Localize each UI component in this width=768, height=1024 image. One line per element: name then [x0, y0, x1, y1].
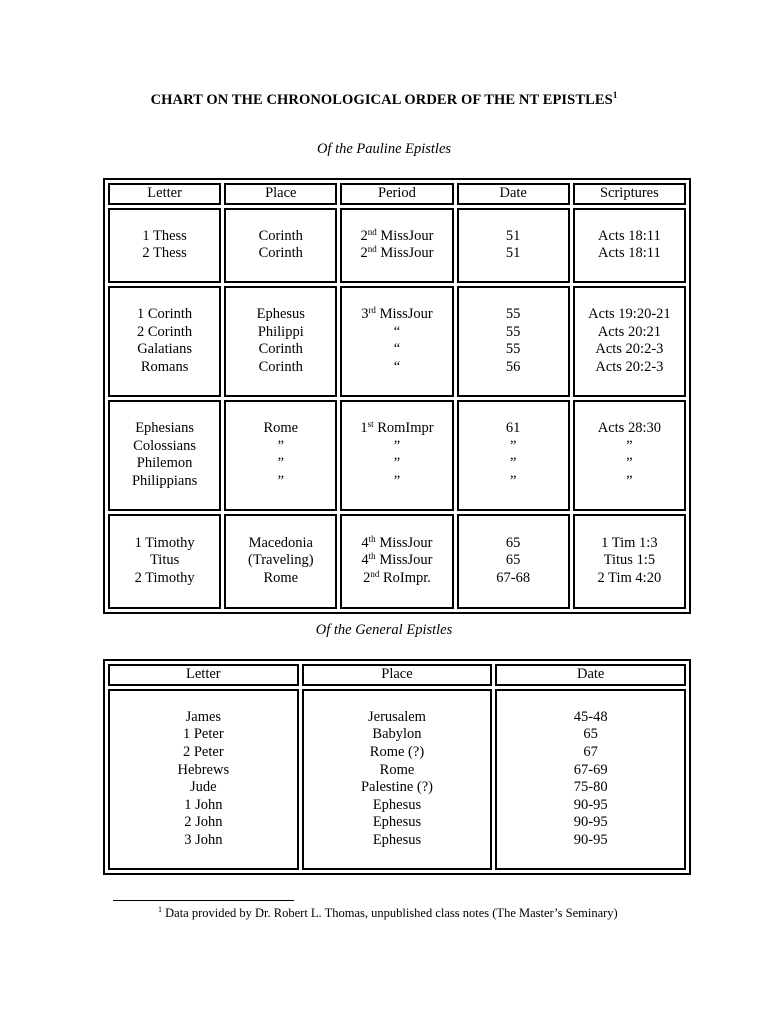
- place-line: Corinth: [258, 358, 303, 375]
- period-line: [342, 438, 451, 456]
- place-line: ”: [277, 437, 284, 454]
- places-cell: [224, 286, 337, 397]
- date-line: 61: [505, 419, 521, 436]
- scriptures-cell: [573, 286, 686, 397]
- period-pre: ”: [393, 437, 401, 454]
- period-post: RoImpr.: [379, 569, 431, 586]
- periods-cell: [340, 286, 453, 397]
- period-post: MissJour: [375, 534, 433, 551]
- place-line: Babylon: [372, 726, 422, 743]
- letter-line: 1 Corinth: [137, 305, 193, 322]
- table-header-row: [108, 664, 686, 686]
- date-line: 65: [505, 534, 521, 551]
- period-pre: ”: [393, 455, 401, 472]
- place-line: ”: [277, 455, 284, 472]
- period-line: [342, 570, 451, 588]
- period-line: [342, 324, 451, 342]
- period-line: [342, 228, 451, 246]
- place-line: Rome: [263, 419, 299, 436]
- dates-cell: [457, 208, 570, 283]
- periods-cell: [340, 400, 453, 511]
- column-header-letter: Letter: [108, 183, 221, 205]
- place-line: Corinth: [258, 341, 303, 358]
- date-line: 90-95: [573, 814, 608, 831]
- letter-line: 1 Peter: [182, 726, 224, 743]
- place-line: Ephesus: [372, 796, 422, 813]
- period-line: [342, 420, 451, 438]
- column-header-scriptures: Scriptures: [573, 183, 686, 205]
- date-line: 45-48: [573, 708, 608, 725]
- date-line: 55: [505, 305, 521, 322]
- place-line: Rome (?): [369, 743, 425, 760]
- period-post: MissJour: [376, 227, 434, 244]
- dates-cell: [495, 689, 686, 870]
- column-header-period: Period: [340, 183, 453, 205]
- dates-cell: [457, 400, 570, 511]
- letter-line: 1 Timothy: [134, 534, 195, 551]
- place-line: Macedonia: [248, 534, 313, 551]
- letter-line: 3 John: [184, 831, 223, 848]
- letter-line: Jude: [190, 779, 217, 796]
- date-line: 65: [583, 726, 598, 743]
- period-pre: 1: [360, 419, 368, 436]
- period-pre: 4: [361, 534, 369, 551]
- general-epistles-table: [103, 659, 691, 875]
- period-pre: “: [393, 341, 401, 358]
- date-line: 55: [505, 341, 521, 358]
- column-header-letter: Letter: [108, 664, 299, 686]
- period-line: [342, 552, 451, 570]
- date-line: 75-80: [573, 779, 608, 796]
- footnote: [158, 906, 618, 921]
- period-line: [342, 245, 451, 263]
- place-line: Rome: [379, 761, 415, 778]
- pauline-heading: Of the Pauline Epistles: [316, 141, 452, 157]
- period-post: MissJour: [376, 245, 434, 262]
- places-cell: [224, 400, 337, 511]
- period-pre: 4: [361, 552, 369, 569]
- letter-line: Titus: [149, 552, 180, 569]
- dates-cell: [457, 514, 570, 609]
- table-row: [108, 286, 686, 397]
- period-line: [342, 455, 451, 473]
- scripture-line: 2 Tim 4:20: [597, 569, 662, 586]
- date-line: 90-95: [573, 796, 608, 813]
- table-row: [108, 514, 686, 609]
- letter-line: Galatians: [137, 341, 192, 358]
- periods-cell: [340, 514, 453, 609]
- place-line: Rome: [263, 569, 299, 586]
- scripture-line: Acts 18:11: [598, 227, 661, 244]
- place-line: Jerusalem: [367, 708, 426, 725]
- letter-line: Philippians: [131, 472, 198, 489]
- letter-line: 2 Corinth: [137, 323, 193, 340]
- footnote-text: Data provided by Dr. Robert L. Thomas, unpublished class notes (The Master’s Seminary): [165, 906, 618, 920]
- letter-line: 2 Timothy: [134, 569, 195, 586]
- period-sup: th: [368, 551, 376, 562]
- footnote-mark: 1: [158, 905, 162, 914]
- scripture-line: Acts 20:21: [597, 323, 661, 340]
- place-line: Ephesus: [372, 831, 422, 848]
- letter-line: Romans: [140, 358, 189, 375]
- column-header-place: Place: [302, 664, 493, 686]
- period-sup: nd: [367, 244, 377, 255]
- letter-line: 1 John: [184, 796, 223, 813]
- dates-cell: [457, 286, 570, 397]
- scripture-line: Acts 28:30: [597, 419, 661, 436]
- letter-line: 1 Thess: [142, 227, 187, 244]
- period-pre: 2: [363, 569, 371, 586]
- period-line: [342, 535, 451, 553]
- place-line: Corinth: [258, 245, 303, 262]
- period-sup: nd: [367, 226, 377, 237]
- date-line: 90-95: [573, 831, 608, 848]
- place-line: Palestine (?): [360, 779, 434, 796]
- scripture-line: 1 Tim 1:3: [601, 534, 658, 551]
- period-pre: “: [393, 358, 401, 375]
- scripture-line: Acts 20:2-3: [595, 341, 664, 358]
- table-header-row: [108, 183, 686, 205]
- letter-line: 2 John: [184, 814, 223, 831]
- period-post: MissJour: [375, 552, 433, 569]
- letter-line: 2 Peter: [182, 743, 224, 760]
- period-line: [342, 359, 451, 377]
- title-text: CHART ON THE CHRONOLOGICAL ORDER OF THE NT EPISTLES: [150, 91, 613, 108]
- period-post: RomImpr: [373, 419, 434, 436]
- period-pre: 3: [361, 305, 369, 322]
- place-line: Corinth: [258, 227, 303, 244]
- letter-line: James: [185, 708, 222, 725]
- column-header-date: Date: [457, 183, 570, 205]
- scripture-line: ”: [626, 455, 633, 472]
- period-pre: ”: [393, 472, 401, 489]
- table-row: [108, 400, 686, 511]
- date-line: 56: [505, 358, 521, 375]
- column-header-place: Place: [224, 183, 337, 205]
- date-line: ”: [509, 437, 517, 454]
- places-cell: [224, 514, 337, 609]
- date-line: 55: [505, 323, 521, 340]
- period-pre: 2: [360, 245, 368, 262]
- scripture-line: Titus 1:5: [603, 552, 656, 569]
- period-sup: nd: [370, 568, 380, 579]
- date-line: 51: [505, 245, 521, 262]
- letters-cell: [108, 514, 221, 609]
- letter-line: Colossians: [133, 437, 197, 454]
- letter-line: Ephesians: [135, 419, 194, 436]
- periods-cell: [340, 208, 453, 283]
- scriptures-cell: [573, 514, 686, 609]
- period-sup: rd: [368, 304, 376, 315]
- place-line: Ephesus: [256, 305, 305, 322]
- scripture-line: ”: [626, 437, 633, 454]
- pauline-epistles-table: [103, 178, 691, 614]
- place-line: (Traveling): [248, 552, 314, 569]
- place-line: Ephesus: [372, 814, 422, 831]
- place-line: ”: [277, 472, 284, 489]
- table-row: [108, 689, 686, 870]
- period-sup: th: [368, 533, 376, 544]
- period-line: [342, 306, 451, 324]
- place-line: Philippi: [257, 323, 304, 340]
- table-row: [108, 208, 686, 283]
- general-heading: Of the General Epistles: [315, 622, 453, 638]
- scripture-line: Acts 19:20-21: [588, 305, 671, 322]
- letter-line: 2 Thess: [142, 245, 187, 262]
- letter-line: Hebrews: [177, 761, 230, 778]
- footnote-separator: [113, 900, 294, 901]
- letters-cell: [108, 286, 221, 397]
- scriptures-cell: [573, 208, 686, 283]
- date-line: 67: [583, 743, 598, 760]
- date-line: 67-68: [496, 569, 531, 586]
- title-footnote-mark: 1: [612, 90, 618, 100]
- period-line: [342, 473, 451, 491]
- document-title: [0, 90, 768, 109]
- period-line: [342, 341, 451, 359]
- places-cell: [224, 208, 337, 283]
- letters-cell: [108, 400, 221, 511]
- scripture-line: Acts 20:2-3: [595, 358, 664, 375]
- date-line: ”: [509, 455, 517, 472]
- letter-line: Philemon: [136, 455, 193, 472]
- scripture-line: ”: [626, 472, 633, 489]
- letters-cell: [108, 689, 299, 870]
- letters-cell: [108, 208, 221, 283]
- date-line: 65: [505, 552, 521, 569]
- places-cell: [302, 689, 493, 870]
- date-line: 67-69: [573, 761, 608, 778]
- scriptures-cell: [573, 400, 686, 511]
- period-pre: “: [393, 323, 401, 340]
- scripture-line: Acts 18:11: [598, 245, 661, 262]
- date-line: 51: [505, 227, 521, 244]
- column-header-date: Date: [495, 664, 686, 686]
- date-line: ”: [509, 472, 517, 489]
- period-sup: st: [367, 418, 374, 429]
- period-pre: 2: [360, 227, 368, 244]
- period-post: MissJour: [375, 305, 433, 322]
